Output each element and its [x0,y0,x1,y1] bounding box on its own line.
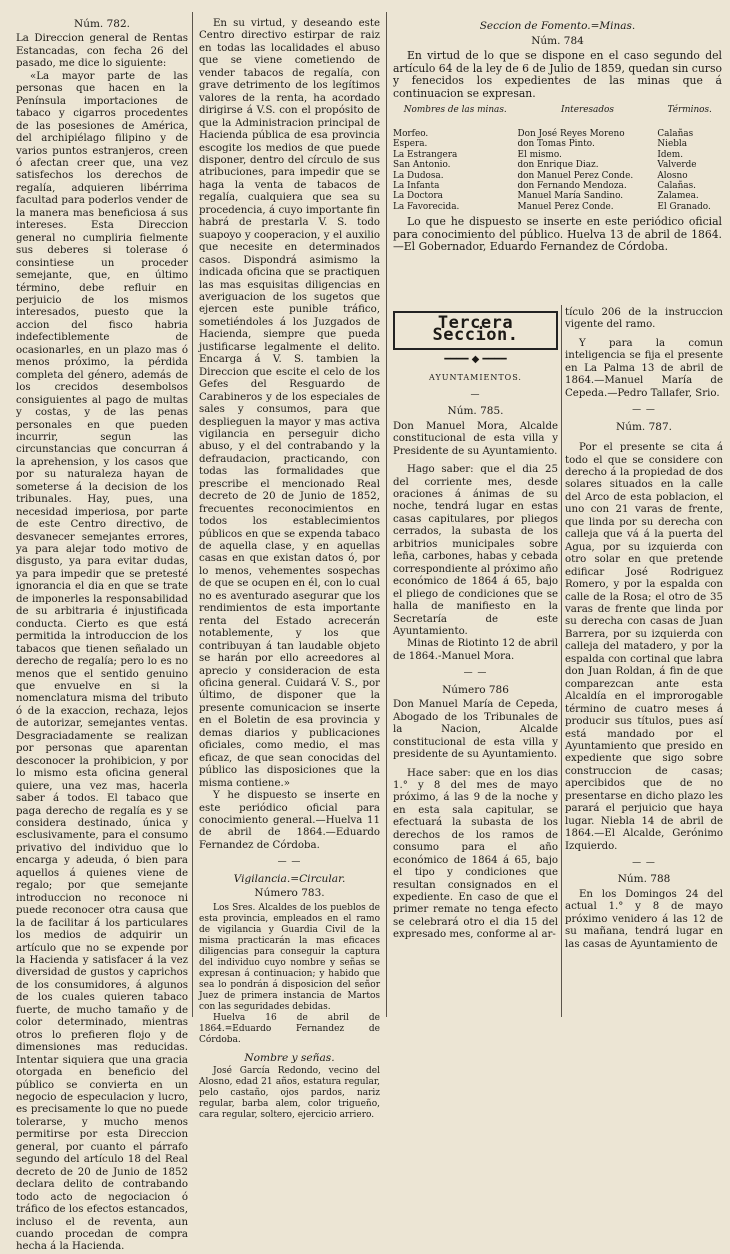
table-cell: Zalamea. [657,191,699,202]
table-cell: Valverde [657,160,697,171]
separator: — — [632,405,656,416]
column-rule [386,12,387,1017]
mines-table [393,105,722,213]
column-1 [16,18,188,1254]
table-cell: Calañas [657,128,694,139]
column-rule [192,12,193,1017]
notice-number: Núm. 788 [617,873,671,886]
table-header: Nombres de las minas. [403,104,507,115]
notice-number: Núm. 784 [531,34,584,47]
paragraph: En su virtud, y deseando este Centro directivo estirpar de raiz en todas las localidades el abuso que se viene cometiendo de vender tabacos de regalía, con grave detrimento de los legítimos valores de la renta, ha acordado dirigirse á V.S. con el propósito de que la Administracion principal de Hacienda pública de esa provincia escogite los medios de que puede disponer, dentro del círculo de sus atribuciones, para impedir que se haga la venta de tabacos de regalía, cualquiera que sea su procedencia, á cuyo importante fin habrá de prestarla V. S. todo suapoyo y cooperacion, y el auxilio que necesite en determinados casos. Dispondrá asimismo la indicada oficina que se practiquen las mas esquisitas diligencias en averiguacion de los sugetos que ejercen este punible tráfico, sometiéndoles á los Juzgados de Hacienda, siempre que pueda justificarse legalmente el delito. Encarga á V. S. tambien la Direccion que escite el celo de los Gefes del Resguardo de Carabineros y de los especiales de sales y consumos, para que desplieguen la mayor y mas activa vigilancia en perseguir dicho abuso, y el del contrabando y la defraudacion, practicando, con todas las formalidades que prescribe el mencionado Real decreto de 20 de Junio de 1852, frecuentes reconocimientos en todos los establecimientos públicos en que se expenda tabaco de aquella clase, y en aquellas casas en que existan datos ó, por lo menos, vehementes sospechas de que se ocupen en él, con lo cual no es aventurado asegurar que los rendimientos de esta importante renta del Estado acrecerán notablemente, y los que contribuyan á tan laudable objeto se harán por ello acreedores al aprecio y consideracion de esta oficina general. Cuidará V. S., por último, de disponer que la presente comunicacion se inserte en el Boletin de esa provincia y demas diarios y publicaciones oficiales, como medio, el mas eficaz, de que sean conocidas del público las disposiciones que la misma contiene.» [199,18,380,789]
table-cell: Espera. [393,139,428,150]
table-cell: Manuel María Sandino. [517,191,624,202]
signature: Huelva 16 de abril de 1864.=Eduardo Fernandez de Córdoba. [199,1012,380,1045]
paragraph: En los Domingos 24 del actual 1.° y 8 de mayo próximo venidero á las 12 de su mañana, tendrá lugar en las casas de Ayuntamiento de [565,888,723,950]
notice-number: Núm. 785. [447,405,504,418]
paragraph: En virtud de lo que se dispone en el caso segundo del artículo 64 de la ley de 6 de Julio de 1859, quedan sin curso y fenecidos los expedientes de las minas que á continuacion se expresan. [393,49,722,100]
table-cell: La Doctora [393,191,443,202]
notice-number: Número 783. [254,887,325,900]
table-cell: Don José Reyes Moreno [517,128,625,139]
paragraph: Y he dispuesto se inserte en este periódico oficial para conocimiento general.—Huelva 11 de abril de 1864.—Eduardo Fernandez de Córdoba. [199,790,380,851]
table-header: Interesados [560,104,614,115]
paragraph: Los Sres. Alcaldes de los pueblos de esta provincia, empleados en el ramo de vigilancia y Guardia Civil de la misma practicarán la mas eficaces diligencias para conseguir la captura del individuo cuyo nombre y señas se expresan á continuacion; y habido que sea lo pondrán á disposicion del señor Juez de primera instancia de Martos con las seguridades debidas. [199,902,380,1012]
table-cell: don Tomas Pinto. [517,139,595,150]
paragraph: José García Redondo, vecino del Alosno, edad 21 años, estatura regular, pelo castaño, ojos pardos, nariz regular, barba alem, color trigueño, cara regular, soltero, ejercicio arriero. [199,1066,380,1121]
paragraph: Hace saber: que en los dias 1.° y 8 del mes de mayo próximo, á las 9 de la noche y en esta sala capitular, se efectuará la subasta de los derechos de los ramos de consumo para el año económico de 1864 á 65, bajo el tipo y condiciones que resultan consignados en el expediente. En caso de que el primer remate no tenga efecto se celebrará otro el dia 15 del expresado mes, conforme al ar- [393,767,558,941]
section-heading: Nombre y señas. [244,1051,335,1064]
column-3 [393,18,722,254]
section-heading: Vigilancia.=Circular. [233,872,346,885]
separator: — — [463,668,488,679]
table-cell: Morfeo. [393,128,429,139]
table-cell: don Manuel Perez Conde. [517,170,634,181]
column-4b [565,307,723,951]
separator: — — [277,857,302,868]
table-cell: Calañas. [657,181,696,191]
table-row [393,171,722,181]
separator: — — [632,858,656,869]
ornament: ━━━━ ◆ ━━━━ [444,353,507,365]
table-cell: El Granado. [657,201,711,212]
signature: Minas de Riotinto 12 de abril de 1864.-Manuel Mora. [393,638,558,662]
column-2 [199,18,380,1121]
notice-heading: Don Manuel María de Cepeda, Abogado de los Tribunales de la Nacion, Alcalde constitucional de esta villa y presidente de su Ayuntamiento. [393,699,558,761]
column-rule [561,305,562,1017]
notice-number: Núm. 782. [74,18,130,30]
table-cell: La Favorecida. [393,201,460,212]
table-cell: La Dudosa. [393,170,444,181]
table-row [393,139,722,149]
section-title-box: Tercera Seccion. [393,311,558,350]
paragraph: Hago saber: que el dia 25 del corriente mes, desde oraciones á ánimas de su noche, tendrá lugar en estas casas capitulares, por pliegos cerrados, la subasta de los arbitrios municipales sobre leña, carbones, habas y cebada correspondiente al próximo año económico de 1864 á 65, bajo el pliego de condiciones que se halla de manifiesto en la Secretaría de este Ayuntamiento. [393,464,558,637]
table-header: Términos. [667,104,712,115]
paragraph: «La mayor parte de las personas que hacen en la Península importaciones de tabaco y cigarros procedentes de las posesiones de América, del archipiélago filipino y de varios puntos estranjeros, creen ó afectan creer que, una vez satisfechos los derechos de regalía, adquieren libérrima facultad para poderlos vender de la manera mas beneficiosa á sus intereses. Esta Direccion general no cumpliria fielmente sus deberes si tolerase ó consintiese un proceder semejante, que, en último término, debe refluir en perjuicio de los mismos interesados, puesto que la accion del fisco habria indefectiblemente de ocasionarles, en un plazo mas ó menos próximo, la pérdida completa del género, además de los crecidos desembolsos consiguientes al pago de multas y costas, y de las penas personales en que pueden incurrir, segun las circunstancias que concurran á la aprehension, y los casos que por su naturaleza hayan de someterse á la decision de los tribunales. Hay, pues, una necesidad imperiosa, por parte de este Centro directivo, de desvanecer semejantes errores, ya para alejar todo motivo de disgusto, ya para evitar dudas, ya para impedir que se pretesté ignorancia el dia en que se trate de imponerles la responsabilidad de su arbitraria é injustificada conducta. Cierto es que está permitida la introduccion de los tabacos que tienen señalado un derecho de regalía; pero lo es no menos que el sentido genuino que envuelve en si la nomenclatura misma del tributo ó de la exaccion, rechaza, lejos de autorizar, semejantes ventas. Desgraciadamente se realizan por personas que aparentan desconocer la prohibicion, y por lo mismo esta oficina general quiere, una vez mas, hacerla saber á todos. El tabaco que paga derecho de regalía es y se considera destinado, única y esclusivamente, para el consumo privativo del individuo que lo encarga y adeuda, ó bien para aquellos á quienes viene de regalo; por que semejante introduccion no reconoce ni puede reconocer otra causa que la de facilitar á los particulares los medios de adquirir un artículo que no se expende por la Hacienda y satisfacer á la vez diversidad de gustos y caprichos de los consumidores, á algunos de los cuales quieren tabaco fuerte, de mucho tamaño y de color determinado, mientras otros lo prefieren flojo y de dimensiones mas reducidas. Intentar siquiera que una gracia otorgada en beneficio del público se convierta en un negocio de especulacion y lucro, es precisamente lo que no puede tolerarse, y mucho menos permitirse por esta Direccion general, por cuanto el párrafo segundo del artículo 18 del Real decreto de 20 de Junio de 1852 declara delito de contrabando todo acto de negociacion ó tráfico de los efectos estancados, incluso el de reventa, aun cuando procedan de compra hecha á la Hacienda. [16,70,188,1253]
table-row [393,129,722,139]
notice-number: Núm. 787. [616,420,672,433]
table-row [393,181,722,191]
table-cell: El mismo. [517,149,562,160]
table-row [393,150,722,160]
table-row [393,202,722,212]
notice-heading: Don Manuel Mora, Alcalde constitucional de esta villa y Presidente de su Ayuntamiento. [393,420,558,457]
paragraph: Y para la comun inteligencia se fija el presente en La Palma 13 de abril de 1864.—Manuel María de Cepeda.—Pedro Tallafer, Srio. [565,337,723,399]
table-cell: Idem. [657,149,684,160]
table-cell: La Infanta [393,181,440,191]
table-row [393,191,722,201]
table-row [393,160,722,170]
paragraph: Lo que he dispuesto se inserte en este periódico oficial para conocimiento del público. Huelva 13 de abril de 1864.—El Gobernador, Eduardo Fernandez de Córdoba. [393,215,722,254]
paragraph: tículo 206 de la instruccion vigente del ramo. [565,307,723,331]
table-cell: Alosno [657,170,688,181]
column-4a [393,307,558,942]
section-heading: Seccion de Fomento.=Minas. [479,20,636,32]
notice-number: Número 786 [442,683,509,696]
table-cell: don Enrique Diaz. [517,160,599,171]
separator: — [470,389,481,400]
table-cell: La Estrangera [393,149,458,160]
table-cell: Manuel Perez Conde. [517,201,614,212]
table-cell: Niebla [657,139,688,150]
paragraph: Por el presente se cita á todo el que se considere con derecho á la propiedad de dos solares situados en la calle del Arco de esta poblacion, el uno con 21 varas de frente, que linda por su derecha con calleja que vá á la puerta del Agua, por su izquierda con otro solar en que pretende edificar José Rodriguez Romero, y por la espalda con calle de la Rosa; el otro de 35 varas de frente que linda por su derecha con casas de Juan Barrera, por su izquierda con calleja del matadero, y por la espalda con cortinal que labra don Juan Roldan, á fin de que comparezcan ante esta Alcaldía en el improrogable término de cuatro meses á producir sus títulos, pues así está mandado por el Ayuntamiento que presido en expediente que sigo sobre construccion de casas; apercibidos que de no presentarse en dicho plazo les parará el perjuicio que haya lugar. Niebla 14 de abril de 1864.—El Alcalde, Gerónimo Izquierdo. [565,442,723,852]
table-cell: don Fernando Mendoza. [517,181,627,191]
section-heading: AYUNTAMIENTOS. [429,373,522,383]
paragraph: La Direccion general de Rentas Estancadas, con fecha 26 del pasado, me dice lo siguiente: [16,33,188,70]
table-cell: San Antonio. [393,160,451,171]
